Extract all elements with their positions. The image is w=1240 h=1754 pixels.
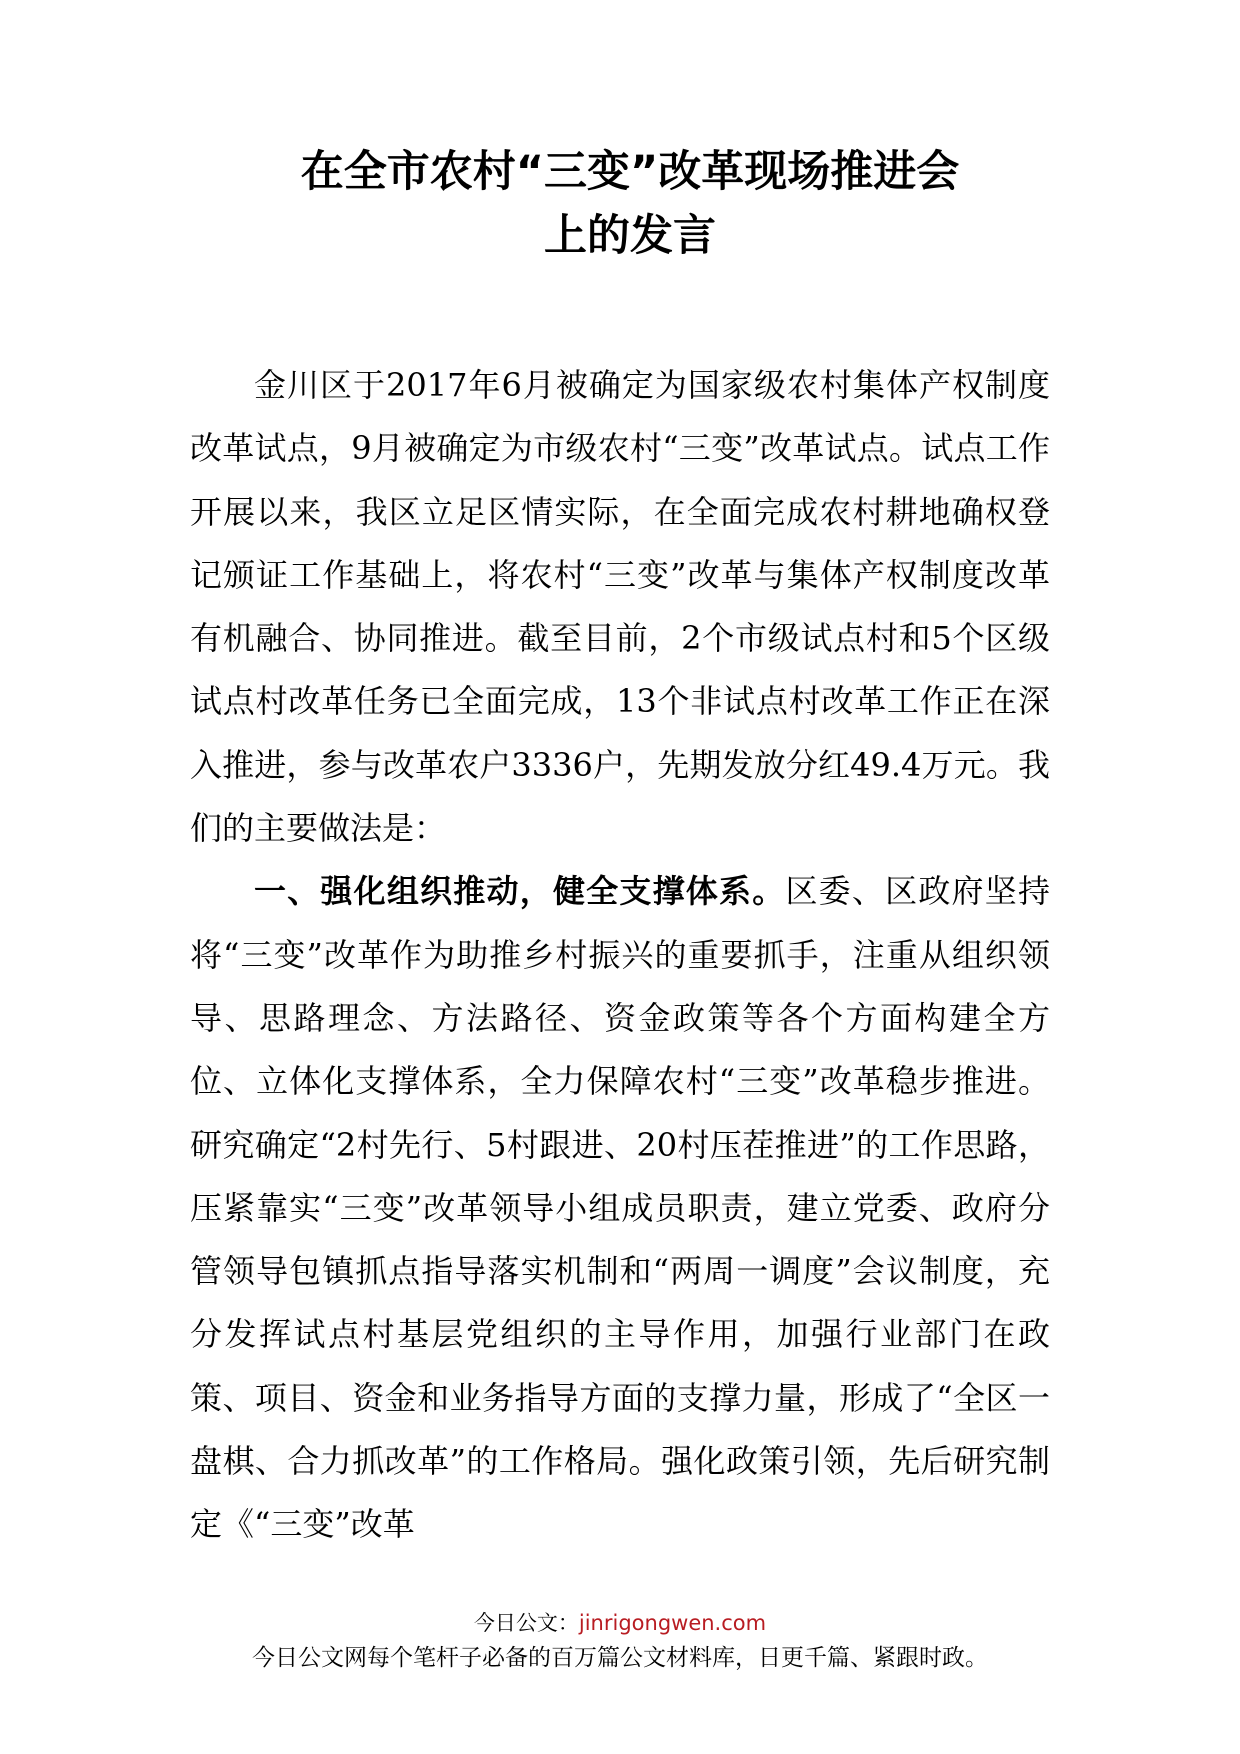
section-1-heading: 一、强化组织推动，健全支撑体系。 [254,872,786,911]
footer-site-label: 今日公文： [473,1611,579,1635]
page-footer [0,1606,1240,1676]
intro-paragraph: 金川区于2017年6月被确定为国家级农村集体产权制度改革试点，9月被确定为市级农村“三变”改革试点。试点工作开展以来，我区立足区情实际，在全面完成农村耕地确权登记颁证工作基础上，将农村“三变”改革与集体产权制度改革有机融合、协同推进。截至目前，2个市级试点村和5个区级试点村改革任务已全面完成，13个非试点村改革工作正在深入推进，参与改革农户3336户，先期发放分红49.4万元。我们的主要做法是： [190,366,1050,848]
section-1-paragraph [190,860,1050,1556]
document-title [190,140,1070,268]
title-line-1: 在全市农村“三变”改革现场推进会 [300,147,960,197]
section-1-body: 区委、区政府坚持将“三变”改革作为助推乡村振兴的重要抓手，注重从组织领导、思路理念、方法路径、资金政策等各个方面构建全方位、立体化支撑体系，全力保障农村“三变”改革稳步推进。研究确定“2村先行、5村跟进、20村压茬推进”的工作思路，压紧靠实“三变”改革领导小组成员职责，建立党委、政府分管领导包镇抓点指导落实机制和“两周一调度”会议制度，充分发挥试点村基层党组织的主导作用，加强行业部门在政策、项目、资金和业务指导方面的支撑力量，形成了“全区一盘棋、合力抓改革”的工作格局。强化政策引领，先后研究制定《“三变”改革 [190,872,1050,1544]
document-body [190,354,1050,1557]
title-line-2: 上的发言 [544,211,716,261]
footer-site-link[interactable]: jinrigongwen.com [578,1611,767,1635]
footer-slogan: 今日公文网每个笔杆子必备的百万篇公文材料库，日更千篇、紧跟时政。 [252,1645,988,1671]
footer-site-line [0,1606,1240,1640]
